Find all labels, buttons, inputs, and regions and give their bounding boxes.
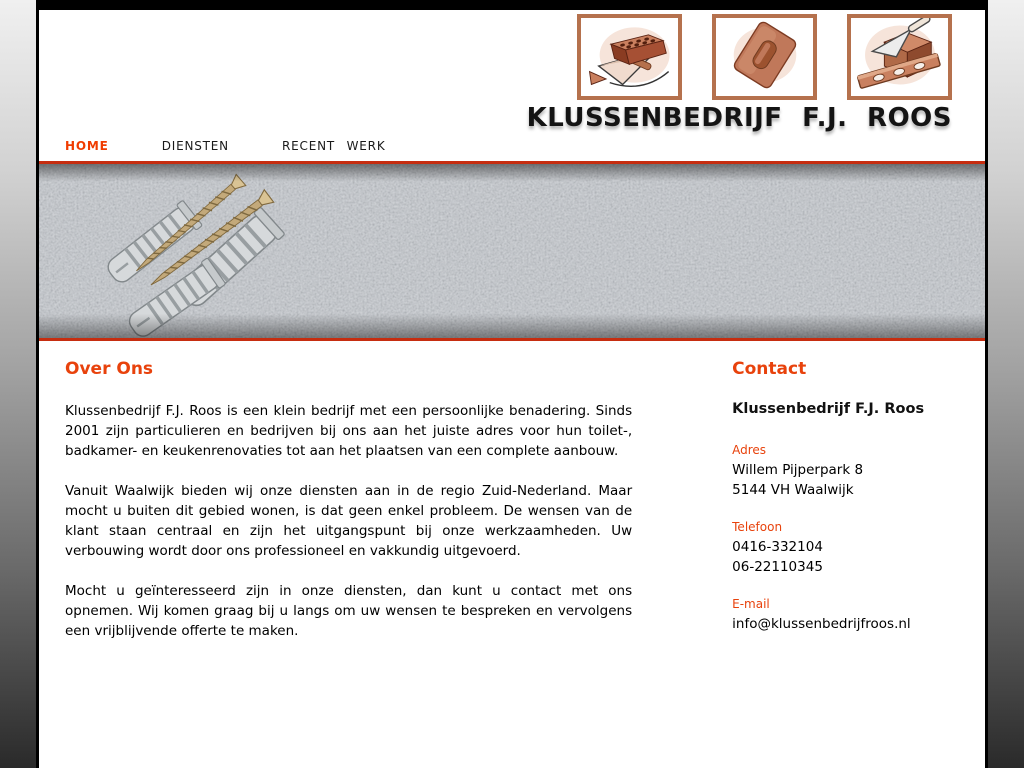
phone-number-1: 0416-332104 [732,539,823,555]
banner-image [39,164,985,338]
main-content [39,341,985,701]
about-paragraph-2: Vanuit Waalwijk bieden wij onze diensten aan in de regio Zuid-Nederland. Maar mocht u buiten dit gebied wonen, is dat geen enkel probleem. De wensen van de klant staan centraal en zijn het uitgangspunt bij onze werkzaamheden. Uw verbouwing wordt door ons professioneel en vakkundig uitgevoerd. [65,483,633,559]
about-paragraph-3: Mocht u geïnteresseerd zijn in onze diensten, dan kunt u contact met ons opnemen. Wij komen graag bij u langs om uw wensen te bespreken en vervolgens een vrijblijvende offerte te maken. [65,583,633,639]
logo-row [39,14,952,100]
brick-and-trowel-icon [584,18,676,96]
contact-phone-group [732,520,959,577]
logo-box-3 [847,14,952,100]
phone-label: Telefoon [732,520,783,534]
about-title: Over Ons [65,359,154,379]
top-black-bar [39,0,985,10]
contact-email-group [732,597,959,634]
logo-box-1 [577,14,682,100]
main-nav [39,139,985,161]
phone-number-2: 06-22110345 [732,559,823,575]
page-container [36,0,988,768]
logo-box-2 [712,14,817,100]
email-link[interactable]: info@klussenbedrijfroos.nl [732,616,911,632]
company-name: KLUSSENBEDRIJF F.J. ROOS [526,103,952,133]
nav-item-home[interactable]: HOME [65,139,109,153]
about-paragraph-1: Klussenbedrijf F.J. Roos is een klein bedrijf met een persoonlijke benadering. Sinds 2001 zijn particulieren en bedrijven bij ons aan het juiste adres voor hun toilet-, badkamer- en keukenrenovaties tot aan het plaatsen van een complete aanbouw. [65,403,633,459]
contact-title: Contact [732,359,807,379]
header [39,14,985,133]
plastering-float-icon [719,18,811,96]
contact-address-group [732,443,959,500]
nav-item-recent-werk[interactable]: RECENT WERK [282,139,386,153]
contact-company-name: Klussenbedrijf F.J. Roos [732,401,925,417]
contact-section [732,359,959,661]
granite-screws-illustration [39,164,985,338]
address-label: Adres [732,443,767,457]
address-line-2: 5144 VH Waalwijk [732,482,854,498]
address-line-1: Willem Pijperpark 8 [732,462,864,478]
nav-item-diensten[interactable]: DIENSTEN [161,139,229,153]
email-label: E-mail [732,597,770,611]
about-section [65,359,632,661]
trowel-level-brick-icon [854,18,946,96]
